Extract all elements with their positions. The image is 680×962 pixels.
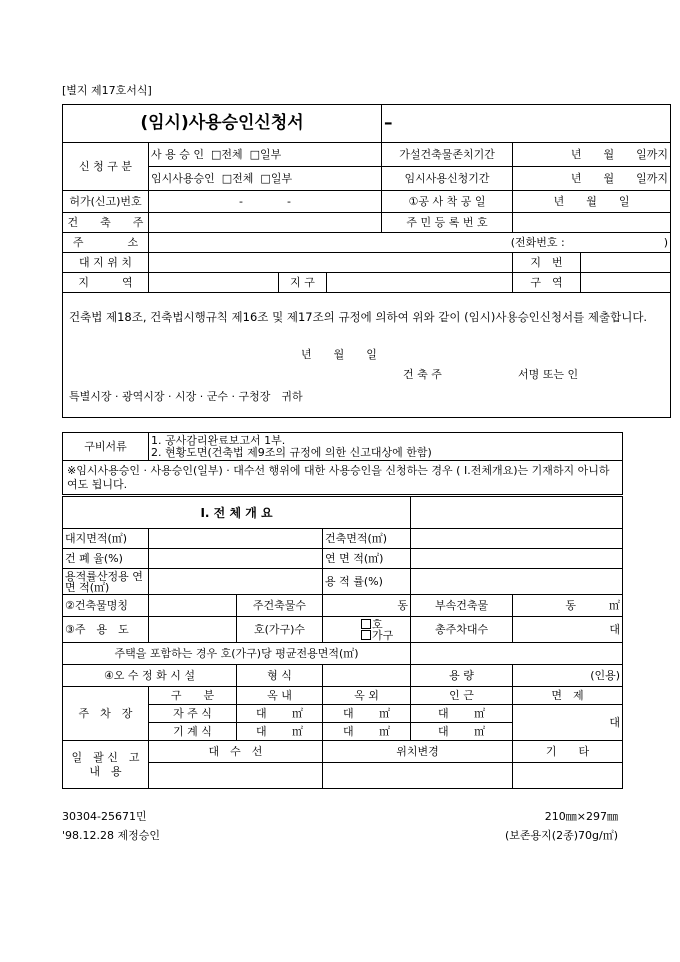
owner-value[interactable] [149, 213, 382, 233]
temp-building-period-value[interactable]: 년 월 일까지 [513, 143, 671, 167]
units-label: 호(가구)수 [237, 617, 323, 643]
temp-part-checkbox[interactable]: □일부 [260, 171, 293, 185]
documents-label: 구비서류 [63, 433, 149, 461]
capacity-label: 용 량 [411, 665, 513, 687]
receipt-number-cell [382, 105, 671, 143]
site-location-value[interactable] [149, 253, 513, 273]
coverage-label: 건 폐 율(%) [63, 549, 149, 569]
outdoor-label: 옥 외 [323, 687, 411, 705]
mech-indoor-value[interactable]: 대 ㎡ [237, 723, 323, 741]
use-approval-label: 사 용 승 인 [151, 147, 204, 161]
use-approval-option[interactable] [149, 143, 382, 167]
zone-label: 구 역 [513, 273, 581, 293]
temp-use-period-value[interactable]: 년 월 일까지 [513, 167, 671, 191]
overview-title: I. 전 체 개 요 [63, 497, 411, 529]
permit-number-label: 허가(신고)번호 [63, 191, 149, 213]
building-name-label: ②건축물명칭 [63, 595, 149, 617]
self-parking-label: 자 주 식 [149, 705, 237, 723]
main-count-label: 주건축물수 [237, 595, 323, 617]
gagu-label: 가구 [372, 628, 394, 642]
capacity-value[interactable]: (인용) [513, 665, 623, 687]
nearby-label: 인 근 [411, 687, 513, 705]
total-floor-value[interactable] [411, 549, 623, 569]
temp-whole-checkbox[interactable]: □전체 [221, 171, 254, 185]
relocation-value[interactable] [323, 763, 513, 789]
paper-size: 210㎜×297㎜ [544, 810, 618, 823]
address-label: 주 소 [63, 233, 149, 253]
parking-total-label: 총주차대수 [411, 617, 513, 643]
avg-area-value[interactable] [411, 643, 623, 665]
resident-number-value[interactable] [513, 213, 671, 233]
main-count-value[interactable]: 동 [323, 595, 411, 617]
self-nearby-value[interactable]: 대 ㎡ [411, 705, 513, 723]
signature-field[interactable]: 서명 또는 인 [518, 368, 579, 381]
major-repair-label: 대 수 선 [149, 741, 323, 763]
parking-total-value[interactable]: 대 [513, 617, 623, 643]
usage-label: ③주 용 도 [63, 617, 149, 643]
major-repair-value[interactable] [149, 763, 323, 789]
district-value[interactable] [327, 273, 513, 293]
district-label: 지 구 [279, 273, 327, 293]
far-label: 용 적 률(%) [323, 569, 411, 595]
sewage-type-label: 형 식 [237, 665, 323, 687]
mech-nearby-value[interactable]: 대 ㎡ [411, 723, 513, 741]
temp-use-approval-option[interactable] [149, 167, 382, 191]
building-area-label: 건축면적(㎡) [323, 529, 411, 549]
area-value[interactable] [149, 273, 279, 293]
approval-date: '98.12.28 제정승인 [62, 829, 161, 842]
declaration-cell [63, 293, 671, 418]
part-checkbox[interactable]: □일부 [249, 147, 282, 161]
mech-outdoor-value[interactable]: 대 ㎡ [323, 723, 411, 741]
annex-value[interactable]: 동 ㎡ [513, 595, 623, 617]
construction-start-value[interactable]: 년 월 일 [513, 191, 671, 213]
declaration-date[interactable]: 년 월 일 [301, 348, 377, 361]
site-location-label: 대 지 위 치 [63, 253, 149, 273]
relocation-label: 위치변경 [323, 741, 513, 763]
documents-table [62, 432, 623, 495]
lot-number-label: 지 번 [513, 253, 581, 273]
sewage-type-value[interactable] [323, 665, 411, 687]
phone-field[interactable]: (전화번호 : ) [510, 235, 669, 249]
annex-label: 부속건축물 [411, 595, 513, 617]
building-area-value[interactable] [411, 529, 623, 549]
ho-checkbox[interactable] [361, 619, 371, 629]
building-name-value[interactable] [149, 595, 237, 617]
paper-type: (보존용지(2종)70g/㎡) [505, 829, 618, 842]
whole-checkbox[interactable]: □전체 [211, 147, 243, 161]
form-title: (임시)사용승인신청서 [140, 112, 304, 133]
document-item-2: 2. 현황도면(건축법 제9조의 규정에 의한 신고대상에 한함) [151, 445, 432, 459]
far-area-label: 용적률산정용 연 면 적(㎡) [63, 569, 149, 595]
applicant-label: 건 축 주 [403, 368, 442, 381]
parking-div-label: 구 분 [149, 687, 237, 705]
area-label: 지 역 [63, 273, 149, 293]
self-indoor-value[interactable]: 대 ㎡ [237, 705, 323, 723]
ho-label: 호 [372, 617, 383, 631]
receipt-dash: – [384, 112, 393, 133]
coverage-value[interactable] [149, 549, 323, 569]
parking-label: 주 차 장 [63, 687, 149, 741]
total-floor-label: 연 면 적(㎡) [323, 549, 411, 569]
exempt-value[interactable]: 대 [513, 705, 623, 741]
site-area-value[interactable] [149, 529, 323, 549]
address-value[interactable] [149, 233, 671, 253]
usage-value[interactable] [149, 617, 237, 643]
permit-number-value[interactable]: - - [149, 191, 382, 213]
units-value[interactable] [323, 617, 411, 643]
apply-type-label: 신 청 구 분 [63, 143, 149, 191]
document-item-1: 1. 공사감리완료보고서 1부. [151, 433, 286, 447]
far-value[interactable] [411, 569, 623, 595]
indoor-label: 옥 내 [237, 687, 323, 705]
title-cell [63, 105, 382, 143]
resident-number-label: 주 민 등 록 번 호 [382, 213, 513, 233]
documents-list [149, 433, 623, 461]
exempt-label: 면 제 [513, 687, 623, 705]
note: ※임시사용승인 · 사용승인(일부) · 대수선 행위에 대한 사용승인을 신청하는 경우 ( I.전체개요)는 기재하지 아니하여도 됩니다. [63, 461, 623, 495]
self-outdoor-value[interactable]: 대 ㎡ [323, 705, 411, 723]
batch-report-label: 일 괄 신 고 내 용 [63, 741, 149, 789]
lot-number-value[interactable] [581, 253, 671, 273]
site-area-label: 대지면적(㎡) [63, 529, 149, 549]
overview-table [62, 496, 623, 789]
zone-value[interactable] [581, 273, 671, 293]
far-area-value[interactable] [149, 569, 323, 595]
application-header-table [62, 104, 671, 418]
temp-use-period-label: 임시사용신청기간 [382, 167, 513, 191]
construction-start-label: ①공 사 착 공 일 [382, 191, 513, 213]
mech-parking-label: 기 계 식 [149, 723, 237, 741]
recipient: 특별시장 · 광역시장 · 시장 · 군수 · 구청장 귀하 [69, 390, 303, 403]
sewage-label: ④오 수 정 화 시 설 [63, 665, 237, 687]
other-label: 기 타 [513, 741, 623, 763]
form-number: [별지 제17호서식] [62, 84, 152, 97]
gagu-checkbox[interactable] [361, 630, 371, 640]
temp-building-period-label: 가설건축물존치기간 [382, 143, 513, 167]
declaration-text: 건축법 제18조, 건축법시행규칙 제16조 및 제17조의 규정에 의하여 위와 같이 (임시)사용승인신청서를 제출합니다. [69, 310, 648, 324]
overview-blank [411, 497, 623, 529]
other-value[interactable] [513, 763, 623, 789]
avg-area-label: 주택을 포함하는 경우 호(가구)당 평균전용면적(㎡) [63, 643, 411, 665]
owner-label: 건 축 주 [63, 213, 149, 233]
temp-use-approval-label: 임시사용승인 [151, 171, 215, 185]
form-code: 30304-25671민 [62, 810, 147, 823]
